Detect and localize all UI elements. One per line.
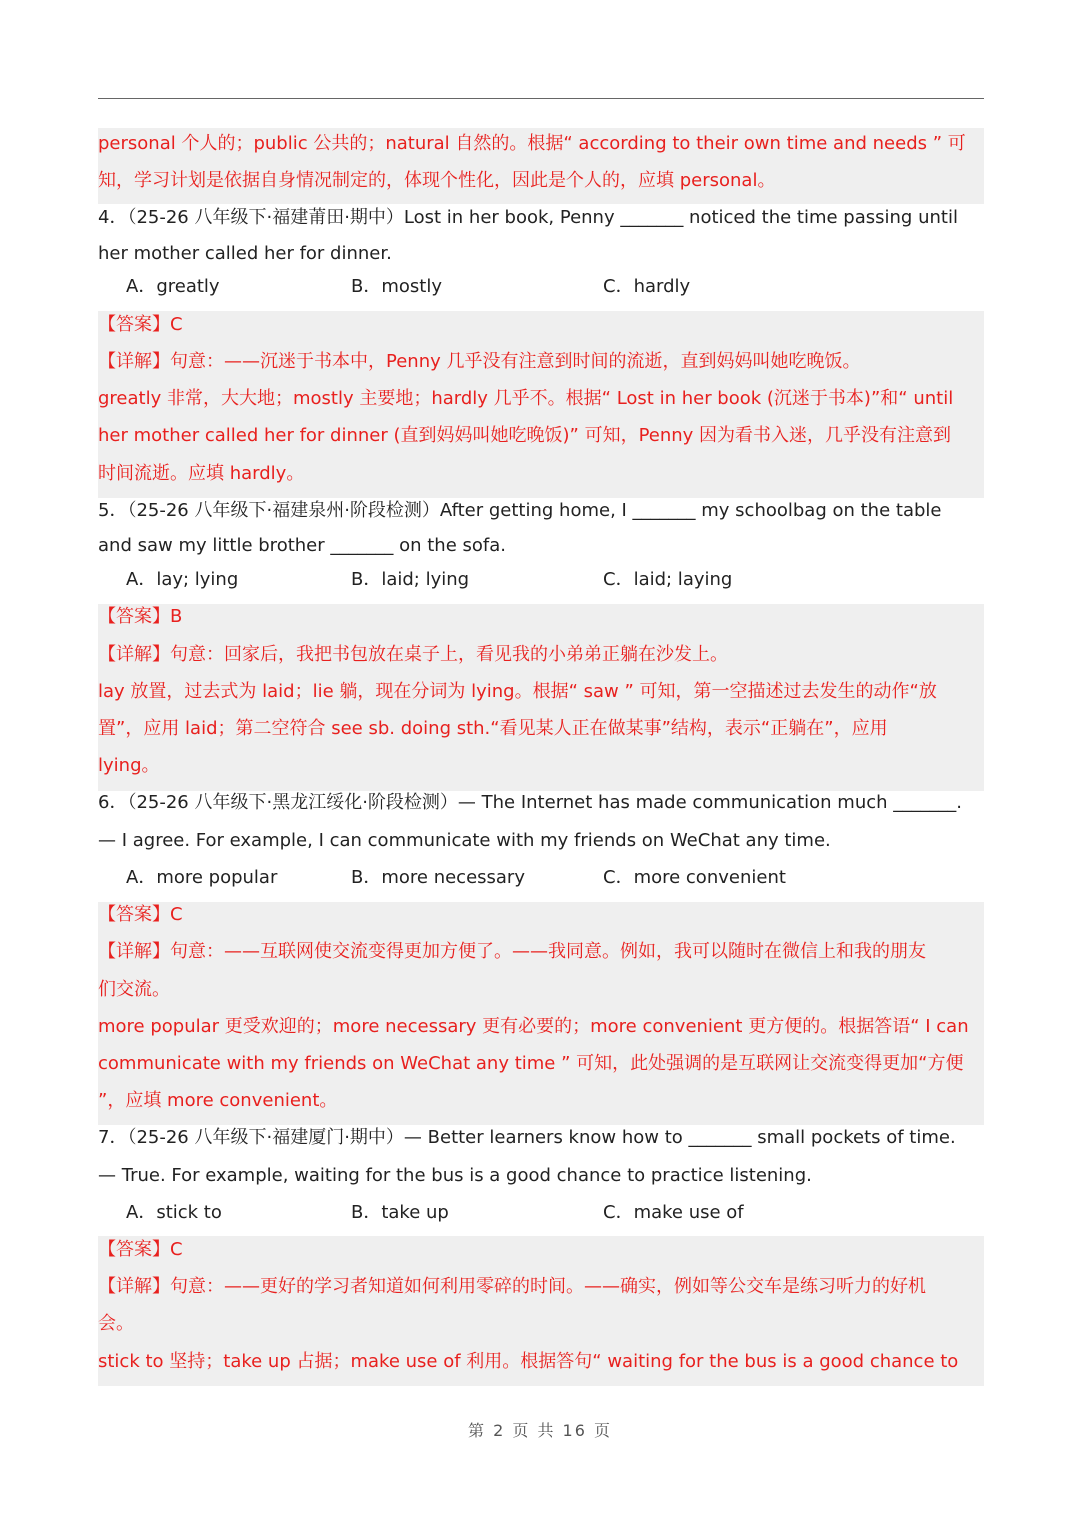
option-a: A．more popular	[126, 867, 278, 888]
explanation-line: lying。	[98, 755, 160, 776]
question-stem: 5．（25-26 八年级下·福建泉州·阶段检测）After getting home, I _______ my schoolbag on the table	[98, 500, 942, 521]
explanation-line: 【详解】句意：——互联网使交流变得更加方便了。——我同意。例如，我可以随时在微信上和我的朋友	[98, 941, 926, 962]
explanation-line: 时间流逝。应填 hardly。	[98, 463, 305, 484]
option-b: B．take up	[351, 1202, 449, 1223]
answer-label: 【答案】C	[98, 314, 183, 335]
explanation-line: personal 个人的；public 公共的；natural 自然的。根据“ according to their own time and needs ” 可	[98, 133, 966, 154]
explanation-line: 知，学习计划是依据自身情况制定的，体现个性化，因此是个人的，应填 personal。	[98, 170, 776, 191]
option-c: C．laid; laying	[603, 569, 733, 590]
option-a: A．lay; lying	[126, 569, 239, 590]
explanation-line: her mother called her for dinner (直到妈妈叫她吃晚饭)” 可知，Penny 因为看书入迷，几乎没有注意到	[98, 425, 952, 446]
option-c: C．make use of	[603, 1202, 744, 1223]
explanation-line: 【详解】句意：——沉迷于书本中，Penny 几乎没有注意到时间的流逝，直到妈妈叫她吃晚饭。	[98, 351, 861, 372]
explanation-line: stick to 坚持；take up 占据；make use of 利用。根据答句“ waiting for the bus is a good chance to	[98, 1351, 959, 1372]
question-stem: her mother called her for dinner.	[98, 243, 392, 264]
option-b: B．mostly	[351, 276, 442, 297]
answer-label: 【答案】B	[98, 606, 183, 627]
explanation-line: communicate with my friends on WeChat any time ” 可知，此处强调的是互联网让交流变得更加“方便	[98, 1053, 964, 1074]
explanation-line: more popular 更受欢迎的；more necessary 更有必要的；more convenient 更方便的。根据答语“ I can	[98, 1016, 969, 1037]
option-b: B．laid; lying	[351, 569, 470, 590]
explanation-line: 会。	[98, 1313, 134, 1334]
explanation-line: lay 放置，过去式为 laid；lie 躺，现在分词为 lying。根据“ saw ” 可知，第一空描述过去发生的动作“放	[98, 681, 937, 702]
question-stem: 4．（25-26 八年级下·福建莆田·期中）Lost in her book, Penny _______ noticed the time passing until	[98, 207, 958, 228]
question-stem: — I agree. For example, I can communicate with my friends on WeChat any time.	[98, 830, 831, 851]
explanation-line: 【详解】句意：回家后，我把书包放在桌子上，看见我的小弟弟正躺在沙发上。	[98, 644, 728, 665]
question-stem: 7．（25-26 八年级下·福建厦门·期中）— Better learners know how to _______ small pockets of time.	[98, 1127, 956, 1148]
question-stem: 6．（25-26 八年级下·黑龙江绥化·阶段检测）— The Internet has made communication much _______.	[98, 792, 962, 813]
answer-label: 【答案】C	[98, 904, 183, 925]
explanation-line: greatly 非常，大大地；mostly 主要地；hardly 几乎不。根据“ Lost in her book (沉迷于书本)”和“ until	[98, 388, 954, 409]
option-c: C．more convenient	[603, 867, 786, 888]
option-a: A．stick to	[126, 1202, 222, 1223]
explanation-line: ”，应填 more convenient。	[98, 1090, 338, 1111]
answer-label: 【答案】C	[98, 1239, 183, 1260]
explanation-line: 们交流。	[98, 979, 170, 1000]
explanation-line: 【详解】句意：——更好的学习者知道如何利用零碎的时间。——确实，例如等公交车是练习听力的好机	[98, 1276, 926, 1297]
header-rule	[98, 98, 984, 99]
option-a: A．greatly	[126, 276, 220, 297]
option-c: C．hardly	[603, 276, 691, 297]
page-number: 第 2 页 共 16 页	[468, 1421, 612, 1440]
explanation-line: 置”，应用 laid；第二空符合 see sb. doing sth.“看见某人正在做某事”结构，表示“正躺在”，应用	[98, 718, 888, 739]
option-b: B．more necessary	[351, 867, 525, 888]
question-stem: and saw my little brother _______ on the sofa.	[98, 535, 506, 556]
question-stem: — True. For example, waiting for the bus is a good chance to practice listening.	[98, 1165, 812, 1186]
